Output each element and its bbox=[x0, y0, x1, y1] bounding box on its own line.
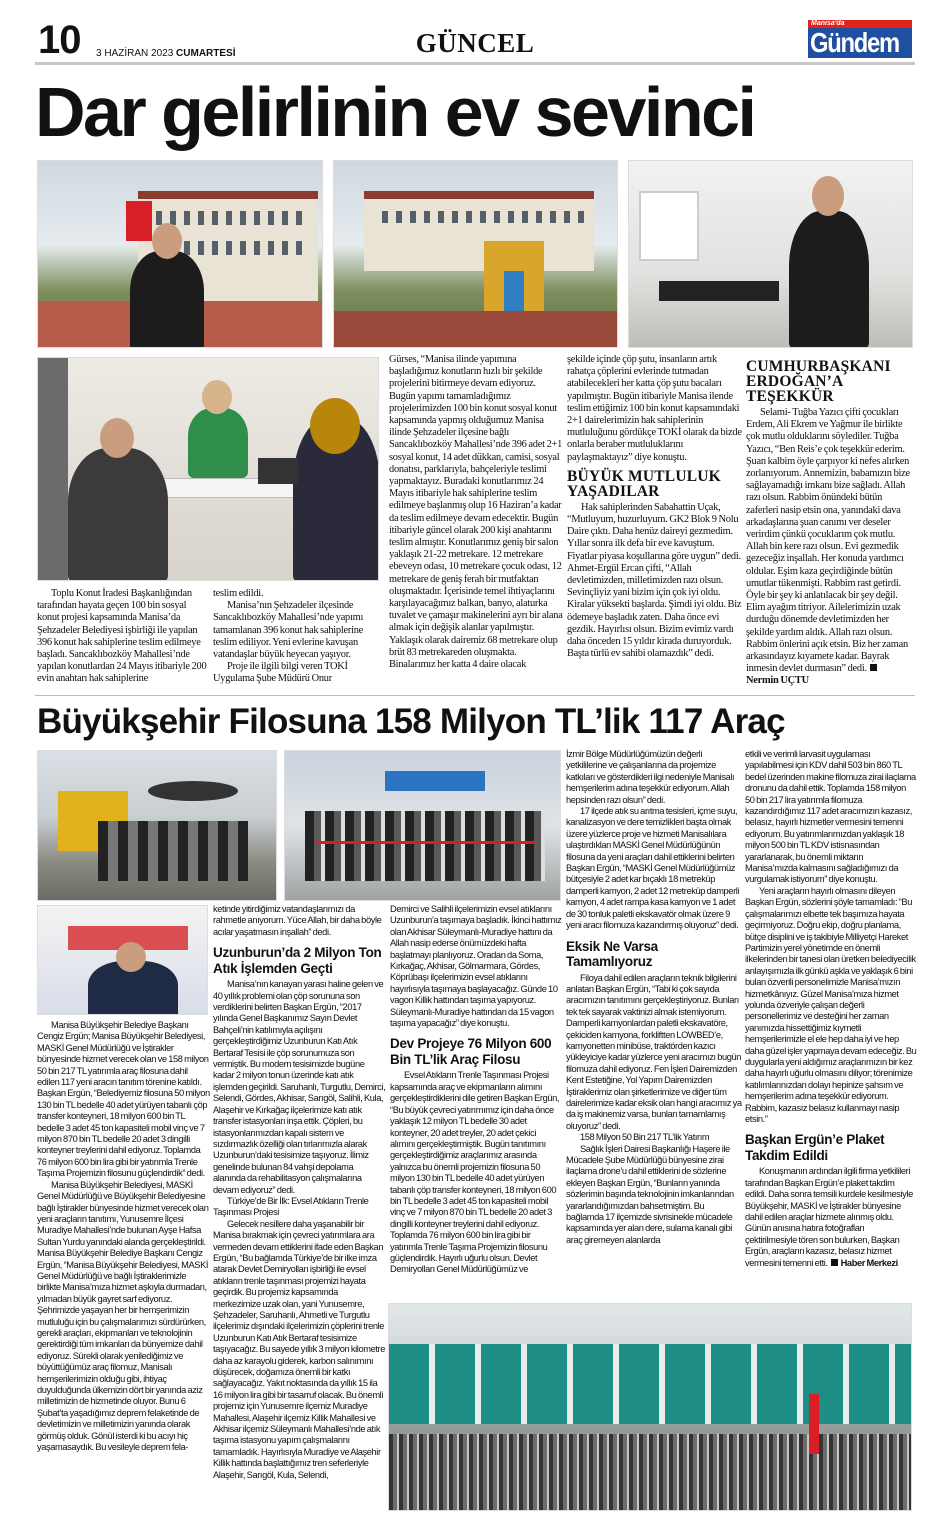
article1-column-3 bbox=[389, 354, 563, 671]
photo-housing-flags bbox=[37, 160, 323, 348]
text: Demirci ve Salihli ilçelerimizin evsel atıklarını Uzunburun’a taşımaya başladık. İkinci hattımız olan Akhisar Süleymanlı-Muradiye hattını da Allah nasip ederse önümüzdeki hafta başlatmayı planlıyoruz. Oradan da Soma, Kırkağaç, Akhisar, Gölmarmara, Gördes, Köprübaşı ilçelerimizin evsel atıklarını hayırlısıyla taşımaya başlayacağız. Günde 10 vagon Killik hattından taşıma yapıyoruz. Süleymanlı-Muradiye hattından da 15 vagon taşıma yapacağız” diye konuştu. bbox=[390, 904, 562, 1029]
logo-small-text: Manisa'da bbox=[811, 20, 845, 27]
paragraph bbox=[213, 588, 383, 600]
text: Filoya dahil edilen araçların teknik bilgilerini anlatan Başkan Ergün, “Tabi ki çok sayıda aracımızın tanıtımını gerçekleştiriyoruz. Bunları tek tek sayarak vaktinizi almak istemiyorum. Damperli kamyonlardan paletli ekskavatöre, çekiciden kamyona, forkliftten LOWBED’e, kamyonetten minibüse, traktörden kazıcı yükleyiciye kadar yüzlerce yeni aracımızı bugün filomuza dahil ediyoruz. Fen İşleri Dairemizden Kent Estetiğine, Yol Yapım Dairemizden İştiraklerimiz olan şirketlerimize ve diğer tüm dairelerimize kadar eksik olan hangi aracımız ya da iş makinemiz varsa, bunları tamamlamış oluyoruz” dedi. bbox=[566, 972, 742, 1131]
logo-big-text: Gündem bbox=[810, 27, 899, 58]
weekday: CUMARTESİ bbox=[176, 48, 236, 59]
issue-date bbox=[96, 49, 236, 59]
paragraph bbox=[390, 904, 562, 1029]
text: Türkiye’de Bir İlk: Evsel Atıkların Trenle Taşınması Projesi bbox=[213, 1195, 369, 1218]
paragraph bbox=[213, 661, 383, 685]
paragraph bbox=[746, 407, 916, 675]
photo-mayor-speech bbox=[37, 905, 208, 1015]
text: etkili ve verimli larvasit uygulaması yapılabilmesi için KDV dahil 503 bin 860 TL bedel üzerinden makine filomuza zirai ilaçlama dronunu da dahil ettik. Toplamda 158 milyon 50 bin 217 lira yatırımla filomuza kazandırdığımız 117 adet aracımızın kazasız, belasız, hayırlı hizmetler vermesini temenni ediyorum. Bu yatırımlarımızdan yaklaşık 18 milyon 500 bin TL KDV istisnasından yararlanarak, bu önemli miktarın Manisa’mızda kalmasını sağladığımızı da vurgulamak istiyorum” diye konuştu. bbox=[745, 749, 916, 885]
photo-ribbon-cutting bbox=[284, 750, 561, 901]
paragraph bbox=[37, 588, 209, 686]
paragraph bbox=[745, 749, 917, 886]
photo-vehicles-umbrellas bbox=[37, 750, 277, 901]
paragraph bbox=[213, 979, 387, 1196]
article2-column-4 bbox=[566, 749, 742, 1246]
paragraph bbox=[566, 749, 742, 806]
header-rule bbox=[35, 62, 915, 65]
article1-headline: Dar gelirlinin ev sevinci bbox=[35, 73, 755, 151]
text: Manisa’nın Şehzadeler ilçesinde Sancaklıbozköy Mahallesi’nde yapımı tamamlanan 396 konut hak sahiplerine teslim ediliyor. Yeni evlerine kavuşan vatandaşlar büyük heyecan yaşıyor. bbox=[213, 600, 364, 661]
photo-playground bbox=[333, 160, 618, 348]
paragraph bbox=[567, 502, 742, 661]
text: Yeni araçların hayırlı olmasını dileyen Başkan Ergün, sözlerini şöyle tamamladı: “Bu çalışmalarımızı elbette tek başımıza hayata geçirmiyoruz. Doğru ekip, doğru planlama, bütçe disiplini ve iş takibiyle Milliyetçi Hareket Partimizin yerel yönetimde en önemli ilkelerinden bir tanesi olan üretken belediyecilik anlayışımızla ilk günkü aşkla ve yaklaşık 6 bini bulan özverili personelimizle Manisa’mızın hizmetkânıyız. Güzel Manisa’mıza hizmet yolunda özveriyle çalışan değerli personellerimiz ve desteğini her zaman yanımızda hissettiğimiz kıymetli hemşerilerimizle el ele hep daha iyi ve hep daha güzel işler yapmaya devam edeceğiz. Bu duygularla yeni aldığımız araçlarımızın bir kez daha hayırlı uğurlu olmasını diliyor; törenimize katılımlarınızdan dolayı hepinize şahsım ve hemşerilerim adına teşekkür ediyorum. Rabbim, kazasız belasız kullanmayı nasip etsin.” bbox=[745, 885, 917, 1124]
subheading bbox=[566, 939, 742, 970]
paragraph bbox=[213, 1196, 387, 1219]
byline bbox=[746, 675, 916, 687]
text: Manisa Büyükşehir Belediyesi, MASKİ Genel Müdürlüğü ve Büyükşehir Belediyesine bağlı İştirakler bünyesinde hizmet verecek olan yeni araçların tanıtımı, Yunusemre İlçesi Muradiye Mahallesi’nde bulunan Ayşe Hafsa Sultan Yurdu yanındaki alanda gerçekleştirildi. Manisa Büyükşehir Belediye Başkanı Cengiz Ergün, “Manisa Büyükşehir Belediyesi, MASKİ Genel Müdürlüğü ve bağlı İştiraklerimizle birlikte Manisa’mıza hizmet aşkıyla durmadan, yılmadan büyük gayret sarf ediyoruz. Şehrimizde yaşayan her bir hemşerimizin mutluluğu için bu çalışmalarımızı sürdürürken, gerekli araçları, ekipmanları ve teknolojinin gerektirdiği tüm imkanları da bünyemize dahil ediyoruz. Sürekli olarak yenilediğimiz ve büyüttüğümüz araç filomuz, Manisalı hemşerilerimizin olduğu gibi, ihtiyaç duyulduğunda ülkemizin dört bir yanında aziz milletimizin de hizmetinde oluyor. Bunu 6 Şubat’ta yaşadığımız deprem felaketinde de devletimizin ve milletimizin yanında olarak görmüş olduk. Gönül isterdi ki bu acıyı hiç yaşamasaydık. Bu vesileyle deprem fela- bbox=[37, 1179, 209, 1453]
text: Eksik Ne Varsa Tamamlıyoruz bbox=[566, 938, 658, 969]
paragraph bbox=[37, 1180, 210, 1454]
end-mark-icon bbox=[870, 664, 877, 671]
text: 158 Milyon 50 Bin 217 TL’lik Yatırım bbox=[580, 1132, 710, 1143]
text: İzmir Bölge Müdürlüğümüzün değerli yetkililerine ve çalışanlarına da projemize katkıları ve gösterdikleri ilgi nedeniyle Manisalı hemşerilerim adına teşekkür ediyorum. Allah hepsinden razı olsun” dedi. bbox=[566, 749, 735, 805]
paragraph bbox=[213, 904, 387, 938]
text: Toplu Konut İradesi Başkanlığından tarafından hayata geçen 100 bin sosyal konut projesi kapsamında Manisa’da Şehzadeler Belediyesi işbirliği ile yapılan 396 konut hak sahiplerine teslim edilmeye başladı. Sancaklıbozköy Mahallesi’nde yapılan konutlardan 24 Mayıs itibariyle 200 evin anahtarı hak sahiplerine bbox=[37, 588, 207, 685]
paragraph bbox=[37, 1020, 210, 1180]
paragraph bbox=[566, 1144, 742, 1247]
text: 17 ilçede atık su arıtma tesisleri, içme suyu, kanalizasyon ve dere temizlikleri başta olmak üzere yüzlerce proje ve hizmeti Manisalılara ulaştırdıkları MASKİ Genel Müdürlüğünün filosuna da yeni araçları dahil ettiklerini belirten Başkan Ergün, “MASKİ Genel Müdürlüğümüz bütçesiyle 2 adet kar bıçaklı 18 metreküp damperli kamyon, 2 adet 12 metreküp damperli kamyon, 4 adet rampa kasa kamyon ve 1 adet de 30 tonluk paletli ekskavatör olmak üzere 9 yeni aracı filomuza kazandırmış oluyoruz” dedi. bbox=[566, 806, 740, 931]
article2-headline: Büyükşehir Filosuna 158 Milyon TL’lik 117 Araç bbox=[37, 702, 785, 741]
article1-column-2 bbox=[213, 588, 383, 686]
text: Manisa Büyükşehir Belediye Başkanı Cengiz Ergün; Manisa Büyükşehir Belediyesi, MASKİ Genel Müdürlüğü ve İştirakler bünyesinde hizmet verecek olan ve 158 milyon 50 bin 217 TL yatırımla araç filosuna dahil edilen 117 yeni aracın tanıtım törenine katıldı. Başkan Ergün, “Belediyemiz filosuna 50 milyon 130 bin TL bedelle 40 adet yürüyen tabanlı çöp transfer konteyneri, 18 milyon 600 bin TL bedelle 3 adet 45 ton kapasiteli mobil vinç ve 7 milyon 870 bin TL bedelle 20 adet 3 dingilli konteyner treylerini dahil ediyoruz. Toplamda 76 milyon 600 bin lira gibi bir yatırımla Trenle Taşıma Projemizin filosunu güçlendirdik” dedi. bbox=[37, 1020, 210, 1179]
text: ketinde yitirdiğimiz vatandaşlarımızı da rahmetle anıyorum. Yüce Allah, bir daha böyle acılar yaşatmasın inşallah” dedi. bbox=[213, 904, 382, 937]
text: CUMHURBAŞKANI ERDOĞAN’A TEŞEKKÜR bbox=[746, 358, 891, 405]
text: teslim edildi. bbox=[213, 588, 264, 599]
paragraph bbox=[213, 600, 383, 661]
text: Hak sahiplerinden Sabahattin Uçak, “Mutluyum, huzurluyum. GK2 Blok 9 Nolu Daire çıktı. Daha henüz daireyi gezmedim. Yıllar sonra ilk defa bir eve kavuştum. Fiyatlar piyasa koşullarına göre uygun” dedi. Ahmet-Ergül Ercan çifti, “Allah devletimizden, milletimizden razı olsun. Sevinçliyiz yani bizim için çok iyi oldu. Kiralar yüksekti başlarda. Şimdi iyi oldu. Biz ödemeye başladık zaten. Daha önce evi gezdik. Hayırlısı olsun. Bizim evimiz vardı daha önceden 15 yıldır kirada duruyorduk. Başta türlü ev sahibi olamazdık” dedi. bbox=[567, 501, 742, 660]
section-title: GÜNCEL bbox=[415, 28, 535, 58]
text: Sağlık İşleri Dairesi Başkanlığı Haşere ile Mücadele Şube Müdürlüğü bünyesine zirai ilaçlama drone’u dahil ettiklerini de sözlerine ekleyen Başkan Ergün, “Bunların yanında sözlerimin başında teknolojinin imkanlarından yararlandığımızdan bahsetmiştim. Bu bağlamda 17 ilçemizde sivrisinekle mücadele kapsamında yer alan dere, sulama kanalı gibi araç giremeyen alanlarda bbox=[566, 1143, 734, 1245]
subheading bbox=[213, 945, 387, 976]
date-text: 3 HAZİRAN 2023 bbox=[96, 48, 174, 59]
paragraph bbox=[389, 354, 563, 671]
byline: Haber Merkezi bbox=[840, 1257, 898, 1268]
paragraph bbox=[566, 973, 742, 1133]
article2-column-3 bbox=[390, 904, 562, 1276]
paragraph bbox=[567, 354, 742, 464]
paragraph bbox=[213, 1219, 387, 1481]
text: Proje ile ilgili bilgi veren TOKİ Uygulama Şube Müdürü Onur bbox=[213, 661, 348, 685]
text: şekilde içinde çöp şutu, insanların artık rahatça çöplerini evlerinde tutmadan atabilecekleri her katta çöp şutu bacaları yapılmıştır. Bugün itibariyle Manisa ilende teslim ettiğimiz 100 bin konut kapsamındaki 2+1 dairelerimizin hak sahiplerinin mutluluğunu gördükçe TOKİ olarak da bizde onlarla beraber mutluluklarını paylaşmaktayız” diye konuştu. bbox=[567, 354, 742, 463]
photo-fleet-group bbox=[388, 1303, 912, 1511]
article2-column-1 bbox=[37, 1020, 210, 1453]
page-number: 10 bbox=[38, 18, 81, 62]
paragraph bbox=[745, 1166, 917, 1269]
article2-column-2 bbox=[213, 904, 387, 1481]
text: Evsel Atıkların Trenle Taşınması Projesi kapsamında araç ve ekipmanların alımını gerçekleştirdiklerini dile getiren Başkan Ergün, “Bu büyük çevreci yatırımımız için daha önce yaklaşık 12 milyon TL bedelle 30 adet konteyner, 20 adet treyler, 20 adet çekici alımını gerçekleştirmiştik. Bugün tanıtımını gerçekleştirdiğimiz araçlarımız arasında yalnızca bu önemli projemizin filosuna 50 milyon 130 bin TL bedelle 40 adet yürüyen tabanlı çöp transfer konteyneri, 18 milyon 600 bin TL bedelle 3 adet 45 ton kapasiteli mobil vinç ve 7 milyon 870 bin TL bedelle 20 adet 3 dingilli konteyner treylerini dahil ediyoruz. Toplamda 76 milyon 600 bin lira gibi bir yatırımla Trenle Taşıma Projemizin filosunu güçlendirdik. Hayırlı uğurlu olsun. Devlet Demiryolları Genel Müdürlüğümüz ve bbox=[390, 1070, 560, 1275]
article1-column-4 bbox=[567, 354, 742, 660]
subheading bbox=[390, 1036, 562, 1067]
text: BÜYÜK MUTLULUK YAŞADILAR bbox=[567, 467, 721, 500]
text: Konuşmanın ardından ilgili firma yetkilileri tarafından Başkan Ergün’e plaket takdim edildi. Daha sonra temsili kurdele kesilmesiyle Büyükşehir, MASKİ ve İştirakler bünyesine dahil edilen araçlar hizmete alınmış oldu. Günün anısına hatıra fotoğrafları çektirilmesiyle tören son bulurken, Başkan Ergün, araçların kazasız, belasız hizmet vermesini temenni etti. bbox=[745, 1166, 913, 1268]
text: Uzunburun’da 2 Milyon Ton Atık İşlemden Geçti bbox=[213, 945, 382, 976]
text: Manisa’nın kanayan yarası haline gelen ve 40 yıllık problemi olan çöp sorununa son verdiklerini belirten Başkan Ergün, “2017 yılında Genel Başkanımız Sayın Devlet Bahçeli’nin katılımıyla açılışını gerçekleştirdiğimiz Uzunburun Katı Atık Bertaraf Tesisi ile çöp sorunumuza son vermiştik. Bu modern tesisimizde bugüne kadar 2 milyon tonun üzerinde katı atık işlemden geçirildi. Saruhanlı, Turgutlu, Demirci, Selendi, Gördes, Akhisar, Sarıgöl, Salihli, Kula, Alaşehir ve Kırkağaç ilçelerimize katı atık transfer istasyonları inşa ettik. Çöpleri, bu istasyonlarımızdan kapalı sistem ve sızdırmazlık özelliği olan tırlarımızla alarak Uzunburun’daki tesisimize taşıyoruz. İlimiz genelinde bulunan 84 vahşi depolama alanında da rehabilitasyon çalışmalarına devam ediyoruz” dedi. bbox=[213, 979, 386, 1195]
newspaper-logo[interactable] bbox=[808, 20, 912, 58]
paragraph bbox=[745, 886, 917, 1126]
article1-column-5 bbox=[746, 354, 916, 688]
end-mark-icon bbox=[831, 1259, 838, 1266]
paragraph bbox=[390, 1070, 562, 1275]
subheading bbox=[746, 359, 916, 404]
text: Gürses, “Manisa ilinde yapımına başladığımız konutların hızlı bir şekilde projelerini bitirmeye devam ediyoruz. Bugün yapımı tamamladığımız projelerimizden 100 bin konut sosyal konut kapsamında yapmış olduğumuz Manisa ilinde Şehzadeler ilçesine bağlı Sancaklıbozköy Mahallesi’nde 396 adet 2+1 sosyal konut, 14 adet dükkan, camisi, sosyal donatısı, parklarıyla, bahçeleriyle teslimi yapmaktayız. Buradaki konutlarımız 24 Mayıs itibariyle hak sahiplerine teslim edilmeye başlanmış olup 16 Haziran’a kadar da teslim edilmeye devam edecektir. Bugün itibariyle güncel olarak 200 kişi anahtarını teslim almıştır. Konutlarımız geniş bir salon yaklaşık 21-22 metrekare. 12 metrekare ebeveyn odası, 10 metrekare çocuk odası, 12 metrekare de geniş ferah bir mutfaktan oluşmaktadır. İçerisinde temel ihtiyaçlarını karşılayacağımız balkan, banyo, alaturka tuvalet ve çamaşır makinelerini ayrı bir alana almak için değişik alanlar yapılmıştır. Yaklaşık olarak dairemiz 68 metrekare olup brüt 83 metrekareden oluşmakta. Binalarımız her katta 4 daire olacak bbox=[389, 354, 563, 671]
subheading bbox=[745, 1132, 917, 1163]
subheading bbox=[567, 469, 742, 499]
text: Gelecek nesillere daha yaşanabilir bir Manisa bırakmak için çevreci yatırımlara ara vermeden devam ettiklerini ifade eden Başkan Ergün, “Bu bağlamda Türkiye’de bir ilke imza atarak Devlet Demiryolları işbirliği ile evsel atıkların trenle taşınması projemizi hayata geçirdik. Bu projemiz kapsamında merkezimize uzak olan, yani Yunusemre, Şehzadeler, Saruhanlı, Ahmetli ve Turgutlu ilçelerimiz dışındaki ilçelerimizin çöplerini trenle Uzunburun Katı Atık Bertaraf tesisimize taşıyacağız. Bu sayede yıllık 3 milyon kilometre daha az karayolu giderek, karbon salınımını düşürecek, doğamıza önemli bir katkı sağlayacağız. Yakıt noktasında da yıllık 15 ila 16 milyon lira gibi bir tasarruf olacak. Bu önemli projemiz için Yunusemre ilçemiz Muradiye Mahallesi, Alaşehir ilçemiz Killik Mahallesi ve Akhisar ilçemiz Süleymanlı Mahallesi’nde atık taşıma istasyonu yapım çalışmalarını tamamladık. Hayırlısıyla Muradiye ve Alaşehir Killik hattında başlattığımız tren seferleriyle Alaşehir, Sarıgöl, Kula, Selendi, bbox=[213, 1218, 385, 1480]
paragraph bbox=[566, 806, 742, 931]
text: Dev Projeye 76 Milyon 600 Bin TL’lik Araç Filosu bbox=[390, 1036, 552, 1067]
article2-column-5 bbox=[745, 749, 917, 1269]
photo-key-handover-office bbox=[37, 357, 379, 581]
text: Selami- Tuğba Yazıcı çifti çocukları Erdem, Ali Ekrem ve Yağmur ile birlikte çok mutlu olduklarını söylediler. Tuğba Yazıcı, “Ben Reis’e çok teşekkür ederim. Şuan kalbim öyle çarpıyor ki nefes alırken zorlanıyorum. Annemizin, babamızın bize sağlayamadığı imkanı bize sağladı. Allah razı olsun. Rabbim önündeki bütün zaferleri nasip etsin ona, yanındaki dava arkadaşlarına şuan canımı ver deseler verirdim çünkü çocuklarım çok mutlu. Allah bin kere razı olsun. Evi gezmedik gezeceğiz inşallah. Her konuda yardımcı oldular. Eşim kaza geçirdiğinde bütün umutlar tükenmişti. Rabbim rast getirdi. Öyle bir şey ki anlatılacak bir şey değil. Elim ayağım titriyor. Ailelerimizin uzak durduğu dönemde devletimizden her şekilde yardım aldık. Allah razı olsun. Rabbim önlerini açık etsin. Biz her zaman arkasındayız kıyamete kadar. Bayrak inmesin devlet durmasın” dedi. bbox=[746, 407, 910, 675]
article1-column-1 bbox=[37, 588, 209, 686]
photo-apartment-interior bbox=[628, 160, 913, 348]
text: Nermin UÇTU bbox=[746, 675, 809, 687]
text: Başkan Ergün’e Plaket Takdim Edildi bbox=[745, 1132, 885, 1163]
article-divider bbox=[35, 695, 915, 696]
paragraph bbox=[566, 1132, 742, 1143]
